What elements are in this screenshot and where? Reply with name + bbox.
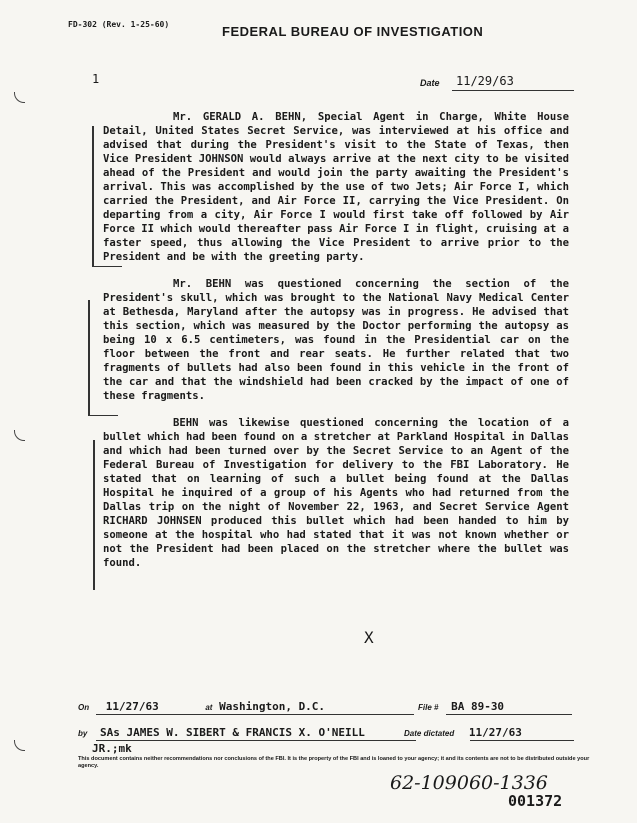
location-underline bbox=[96, 714, 414, 715]
paragraph-2: Mr. BEHN was questioned concerning the section of the President's skull, which was brought to the National Navy Medical Center at Bethesda, Maryland after the autopsy was in progress. He advised that this section, which was measured by the Doctor performing the autopsy as being 10 x 6.5 centimeters, was found in the Presidential car on the floor between the front and rear seats. He further related that two fragments of bullets had also been found in this vehicle in the front of the car and that the windshield had been cracked by the impact of one of these fragments. bbox=[103, 278, 569, 402]
by-label: by bbox=[78, 729, 88, 738]
date-dictated: 11/27/63 bbox=[468, 726, 522, 739]
fbi-disclaimer: This document contains neither recommendations nor conclusions of the FBI. It is the property of the FBI and is loaned to your agency; it and its contents are not to be distributed outside your agency. bbox=[78, 756, 590, 769]
paragraph-1: Mr. GERALD A. BEHN, Special Agent in Charge, White House Detail, United States Secret Service, was interviewed at his office and advised that during the President's visit to the State of Texas, then Vice President JOHNSON would always arrive at the next city to be visited ahead of the President and would join the party awaiting the President's arrival. This was accomplished by the use of two Jets; Air Force I, which carried the President, and Air Force II, carrying the Vice President. On departing from a city, Air Force I would first take off followed by Air Force II which would thereafter pass Air Force I in flight, cruising at a faster speed, thus allowing the Vice President to arrive prior to the President and be with the greeting party. bbox=[103, 111, 569, 263]
agent-names: SAs JAMES W. SIBERT & FRANCIS X. O'NEILL bbox=[99, 726, 365, 739]
paragraph-3: BEHN was likewise questioned concerning the location of a bullet which had been found on a stretcher at Parkland Hospital in Dallas and which had been turned over by the Secret Service to an Agent of the Federal Bureau of Investigation for delivery to the FBI Laboratory. He stated that on learning of such a bullet being found at the Dallas Hospital he inquired of a group of his Agents who had returned from the Dallas trip on the night of November 22, 1963, and Secret Service Agent RICHARD JOHNSEN produced this bullet which had been handed to him by someone at the hospital who had stated that it was not known whether or not the President had been placed on the stretcher where the bullet was found. bbox=[103, 417, 569, 569]
on-label: On bbox=[78, 703, 90, 712]
file-underline bbox=[446, 714, 572, 715]
dictated-underline bbox=[470, 740, 574, 741]
form-number: FD-302 (Rev. 1-25-60) bbox=[68, 20, 170, 29]
handwritten-file-number: 62-109060-1336 bbox=[390, 772, 548, 794]
interview-date: 11/27/63 bbox=[105, 700, 159, 713]
date-dictated-row bbox=[404, 726, 522, 739]
margin-tick-mark bbox=[14, 430, 25, 441]
agents-underline bbox=[96, 740, 416, 741]
at-label: at bbox=[205, 703, 213, 712]
agency-title: FEDERAL BUREAU OF INVESTIGATION bbox=[222, 24, 484, 39]
file-number-row bbox=[418, 700, 504, 713]
footer-by-row bbox=[78, 726, 365, 739]
handwritten-x-mark: X bbox=[364, 628, 374, 647]
interview-body bbox=[103, 110, 569, 583]
margin-bracket bbox=[88, 300, 90, 415]
file-number: BA 89-30 bbox=[451, 700, 505, 713]
document-stamp-number: 001372 bbox=[508, 792, 563, 810]
date-dictated-label: Date dictated bbox=[404, 729, 455, 738]
typist-initials: JR.;mk bbox=[92, 742, 132, 755]
footer-on-row bbox=[78, 700, 325, 713]
page-marker: 1 bbox=[92, 72, 100, 86]
margin-bracket bbox=[93, 440, 95, 590]
interview-location: Washington, D.C. bbox=[219, 700, 326, 713]
date-underline bbox=[452, 90, 574, 91]
date-label: Date bbox=[420, 78, 440, 88]
report-date: 11/29/63 bbox=[456, 74, 514, 88]
margin-bracket bbox=[92, 126, 94, 266]
margin-tick-mark bbox=[14, 92, 25, 103]
margin-tick-mark bbox=[14, 740, 25, 751]
file-label: File # bbox=[418, 703, 439, 712]
